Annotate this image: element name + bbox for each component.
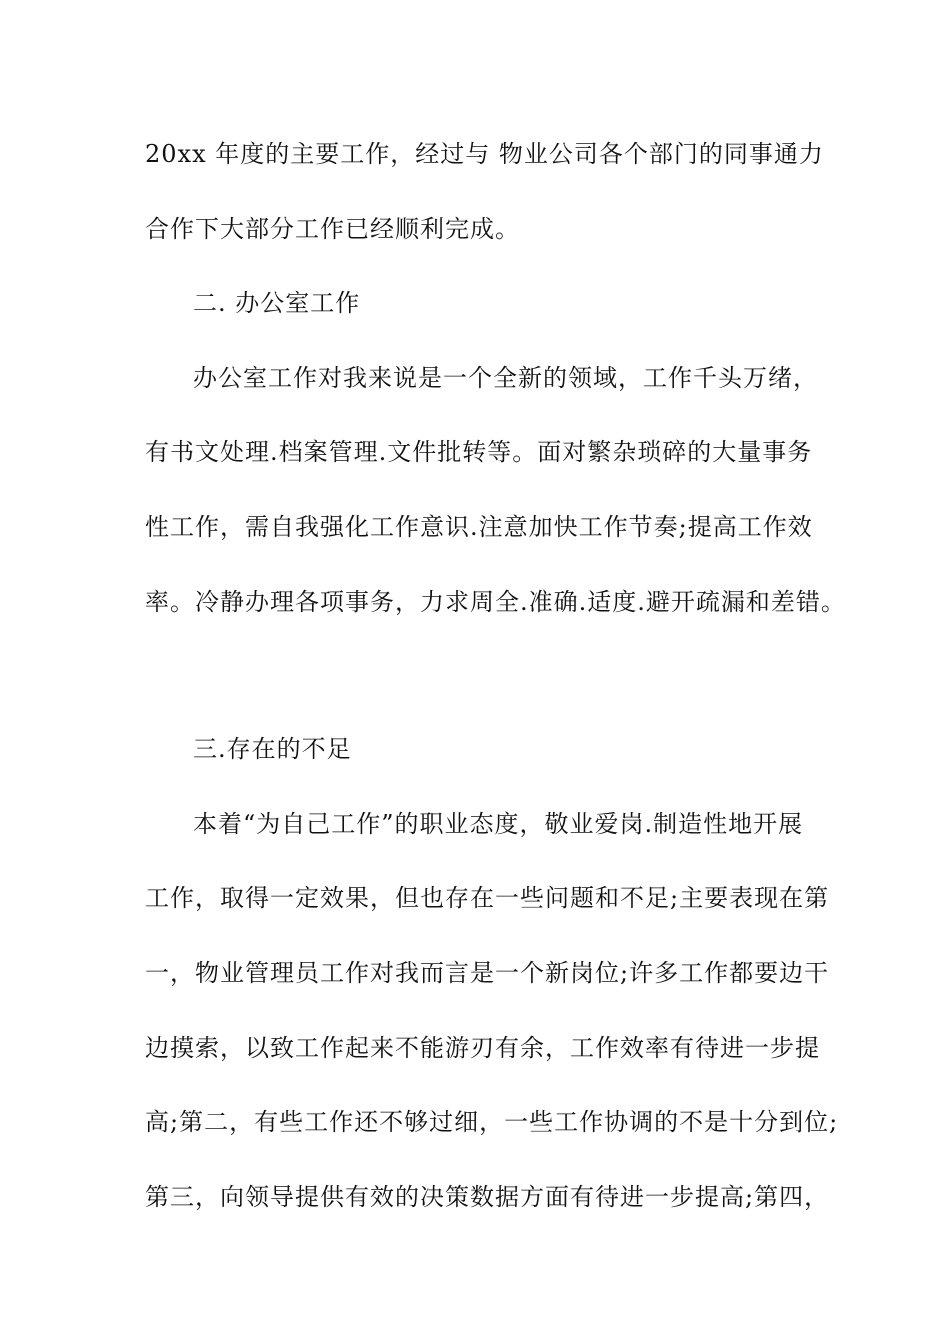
paragraph-line: 有书文处理.档案管理.文件批转等。面对繁杂琐碎的大量事务 bbox=[145, 438, 813, 466]
paragraph-line: 办公室工作对我来说是一个全新的领域，工作千头万绪， bbox=[193, 364, 818, 392]
paragraph-line: 本着“为自己工作”的职业态度，敬业爱岗.制造性地开展 bbox=[193, 810, 804, 838]
section-heading-shortcomings: 三.存在的不足 bbox=[193, 735, 352, 763]
paragraph-line: 工作，取得一定效果，但也存在一些问题和不足;主要表现在第 bbox=[145, 884, 830, 912]
paragraph-line: 率。冷静办理各项事务，力求周全.准确.适度.避开疏漏和差错。 bbox=[145, 588, 846, 616]
paragraph-line: 高;第二，有些工作还不够过细，一些工作协调的不是十分到位; bbox=[145, 1108, 839, 1136]
paragraph-line: 边摸索，以致工作起来不能游刃有余，工作效率有待进一步提 bbox=[145, 1034, 820, 1062]
paragraph-line: 性工作，需自我强化工作意识.注意加快工作节奏;提高工作效 bbox=[145, 513, 813, 541]
paragraph-line: 第三，向领导提供有效的决策数据方面有待进一步提高;第四， bbox=[145, 1183, 830, 1211]
paragraph-line: 20xx 年度的主要工作，经过与 物业公司各个部门的同事通力 bbox=[145, 140, 824, 168]
paragraph-line: 合作下大部分工作已经顺利完成。 bbox=[145, 215, 520, 243]
paragraph-line: 一，物业管理员工作对我而言是一个新岗位;许多工作都要边干 bbox=[145, 959, 830, 987]
section-heading-office-work: 二. 办公室工作 bbox=[193, 289, 361, 317]
